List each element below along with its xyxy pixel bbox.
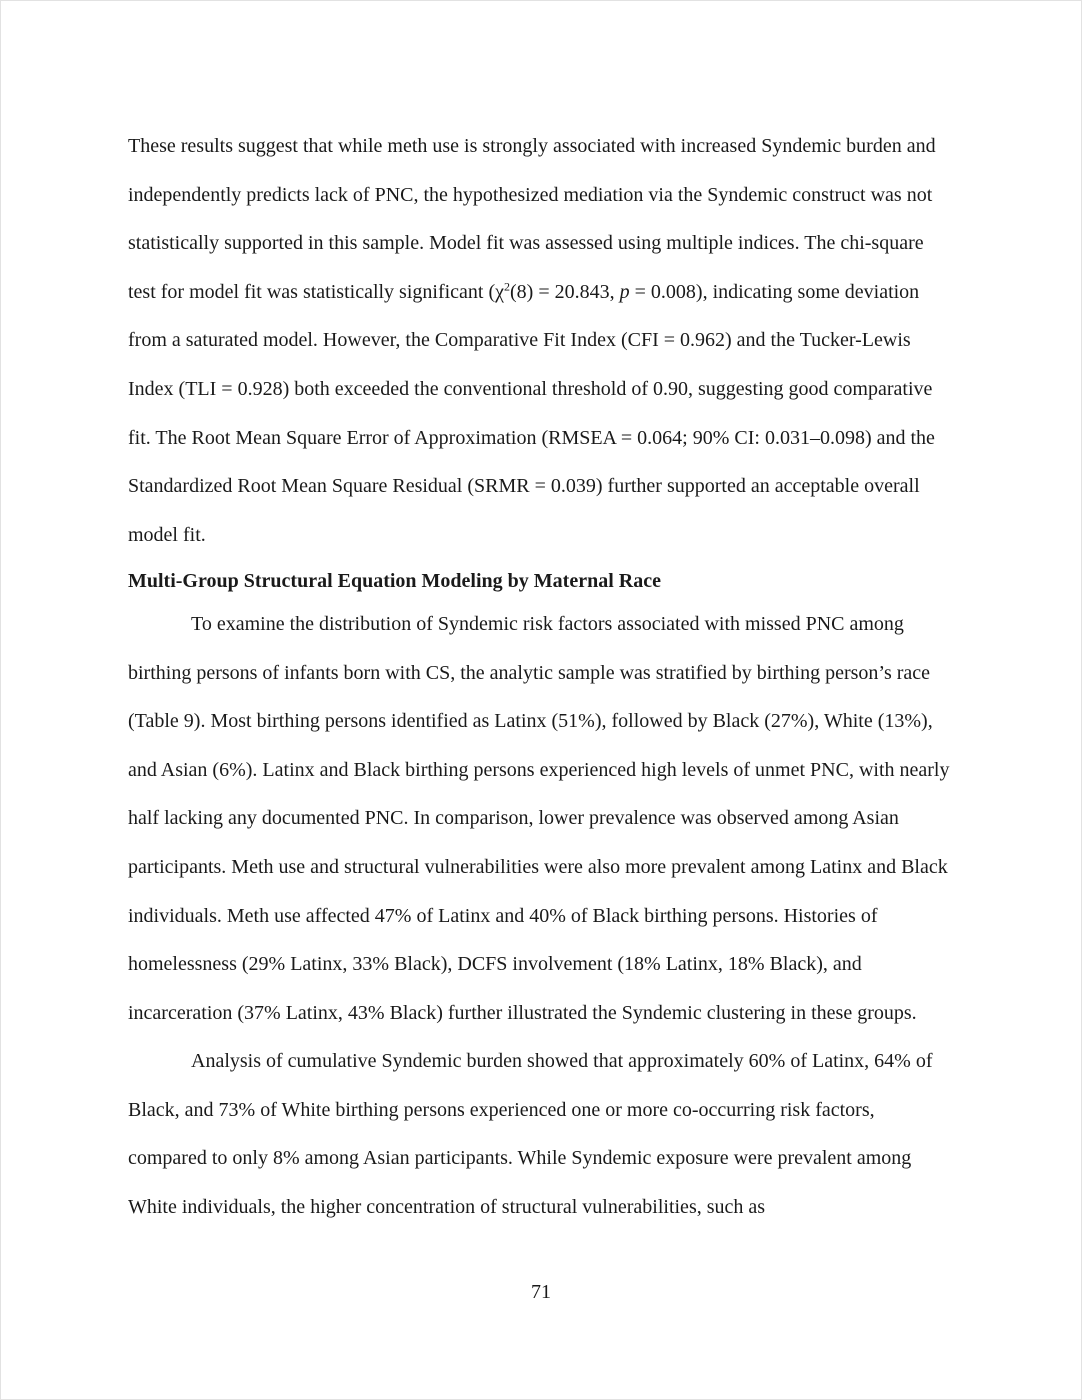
paragraph-text: = 0.008), indicating some deviation from a saturated model. However, the Comparative Fit Index (CFI = 0.962) and the Tucker-Lewis Index (TLI = 0.928) both exceeded the conventional threshold of 0.90, suggesting good comparative fit. The Root Mean Square Error of Approximation (RMSEA = 0.064; 90% CI: 0.031–0.098) and the Standardized Root Mean Square Residual (SRMR = 0.039) further supported an acceptable overall model fit. [128,280,935,546]
p-value-italic: p [619,280,630,303]
paragraph-text: These results suggest that while meth use is strongly associated with increased Syndemic burden and independently predicts lack of PNC, the hypothesized mediation via the Syndemic construct was not statistically supported in this sample. Model fit was assessed using multiple indices. The chi-square test for model fit was statistically significant (χ [128,135,936,303]
paragraph-cumulative-burden: Analysis of cumulative Syndemic burden showed that approximately 60% of Latinx, 64% of Black, and 73% of White birthing persons experienced one or more co-occurring risk factors, compared to only 8% among Asian participants. While Syndemic exposure were prevalent among White individuals, the higher concentration of structural vulnerabilities, such as [128,1050,933,1219]
paragraph-race-distribution: To examine the distribution of Syndemic risk factors associated with missed PNC among birthing persons of infants born with CS, the analytic sample was stratified by birthing person’s race (Table 9). Most birthing persons identified as Latinx (51%), followed by Black (27%), White (13%), and Asian (6%). Latinx and Black birthing persons experienced high levels of unmet PNC, with nearly half lacking any documented PNC. In comparison, lower prevalence was observed among Asian participants. Meth use and structural vulnerabilities were also more prevalent among Latinx and Black individuals. Meth use affected 47% of Latinx and 40% of Black birthing persons. Histories of homelessness (29% Latinx, 33% Black), DCFS involvement (18% Latinx, 18% Black), and incarceration (37% Latinx, 43% Black) further illustrated the Syndemic clustering in these groups. [128,612,950,1024]
section-heading: Multi-Group Structural Equation Modeling by Maternal Race [128,570,661,593]
paragraph-model-fit [128,122,956,559]
page-number: 71 [531,1281,551,1303]
chi-square-superscript: 2 [504,279,511,294]
document-body [128,122,956,1232]
paragraph-text: (8) = 20.843, [510,280,620,303]
